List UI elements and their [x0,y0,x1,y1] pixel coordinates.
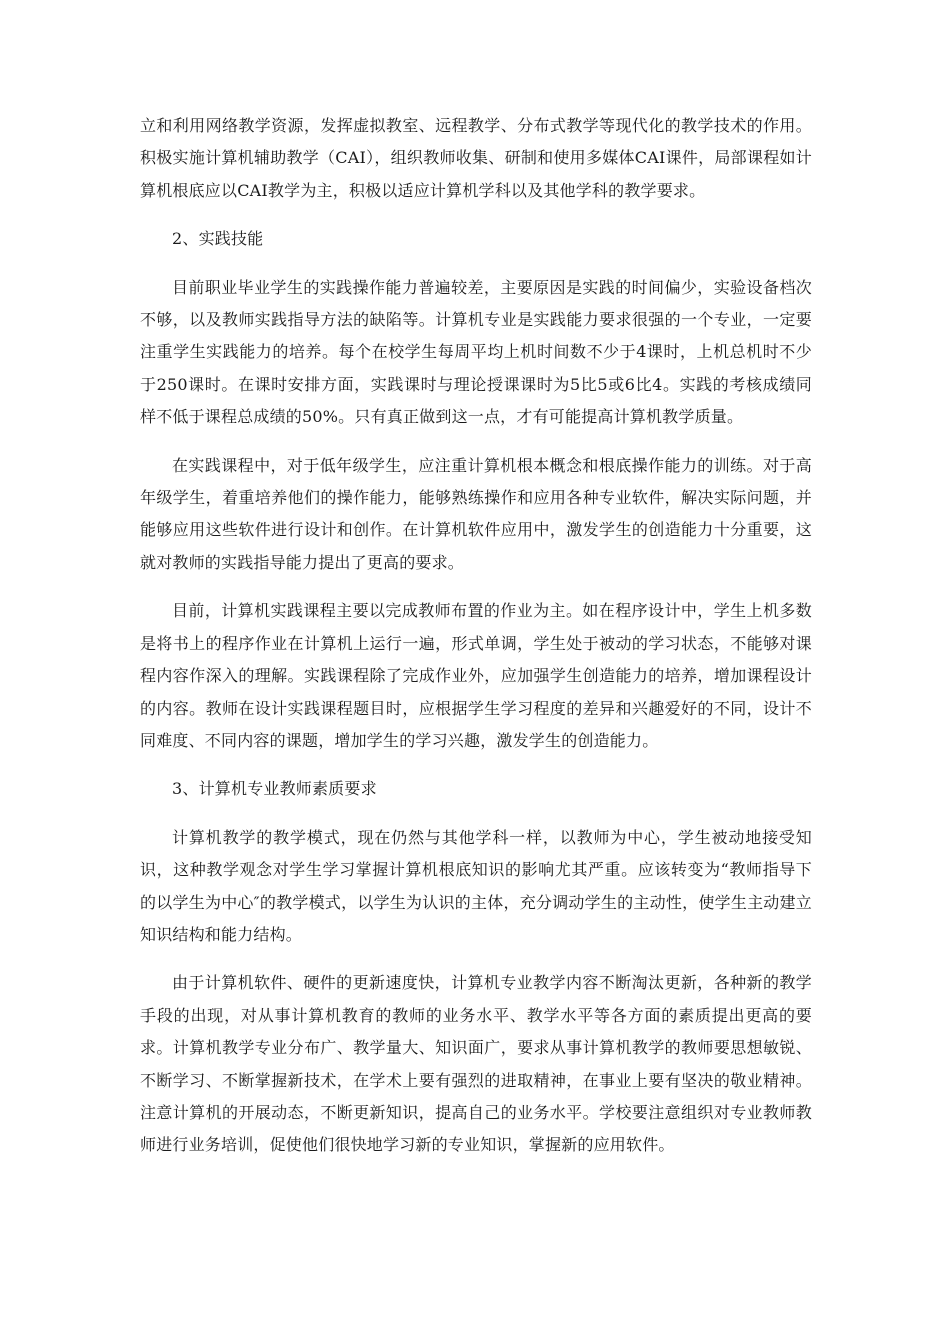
section-heading-teacher-quality: 3、计算机专业教师素质要求 [172,779,377,799]
section-heading-practice-skills: 2、实践技能 [172,229,264,249]
document-page [140,110,812,1178]
paragraph: 在实践课程中，对于低年级学生，应注重计算机根本概念和根底操作能力的训练。对于高年级学生，着重培养他们的操作能力，能够熟练操作和应用各种专业软件，解决实际问题，并能够应用这些软件进行设计和创作。在计算机软件应用中，激发学生的创造能力十分重要，这就对教师的实践指导能力提出了更高的要求。 [140,455,812,572]
paragraph: 计算机教学的教学模式，现在仍然与其他学科一样，以教师为中心，学生被动地接受知识，这种教学观念对学生学习掌握计算机根底知识的影响尤其严重。应该转变为“教师指导下的以学生为中心″的教学模式，以学生为认识的主体，充分调动学生的主动性，使学生主动建立知识结构和能力结构。 [140,827,812,944]
paragraph: 目前，计算机实践课程主要以完成教师布置的作业为主。如在程序设计中，学生上机多数是将书上的程序作业在计算机上运行一遍，形式单调，学生处于被动的学习状态，不能够对课程内容作深入的理解。实践课程除了完成作业外，应加强学生创造能力的培养，增加课程设计的内容。教师在设计实践课程题目时，应根据学生学习程度的差异和兴趣爱好的不同，设计不同难度、不同内容的课题，增加学生的学习兴趣，激发学生的创造能力。 [140,601,812,750]
paragraph: 由于计算机软件、硬件的更新速度快，计算机专业教学内容不断淘汰更新，各种新的教学手段的出现，对从事计算机教育的教师的业务水平、教学水平等各方面的素质提出更高的要求。计算机教学专业分布广、教学量大、知识面广，要求从事计算机教学的教师要思想敏锐、不断学习、不断掌握新技术，在学术上要有强烈的进取精神，在事业上要有坚决的敬业精神。注意计算机的开展动态，不断更新知识，提高自己的业务水平。学校要注意组织对专业教师教师进行业务培训，促使他们很快地学习新的专业知识，掌握新的应用软件。 [140,973,812,1155]
paragraph: 目前职业毕业学生的实践操作能力普遍较差，主要原因是实践的时间偏少，实验设备档次不够，以及教师实践指导方法的缺陷等。计算机专业是实践能力要求很强的一个专业，一定要注重学生实践能力的培养。每个在校学生每周平均上机时间数不少于4课时，上机总机时不少于250课时。在课时安排方面，实践课时与理论授课课时为5比5或6比4。实践的考核成绩同样不低于课程总成绩的50%。只有真正做到这一点，才有可能提高计算机教学质量。 [140,277,812,427]
paragraph-continuation: 立和利用网络教学资源，发挥虚拟教室、远程教学、分布式教学等现代化的教学技术的作用。积极实施计算机辅助教学（CAI），组织教师收集、研制和使用多媒体CAI课件，局部课程如计算机根底应以CAI教学为主，积极以适应计算机学科以及其他学科的教学要求。 [140,116,812,200]
